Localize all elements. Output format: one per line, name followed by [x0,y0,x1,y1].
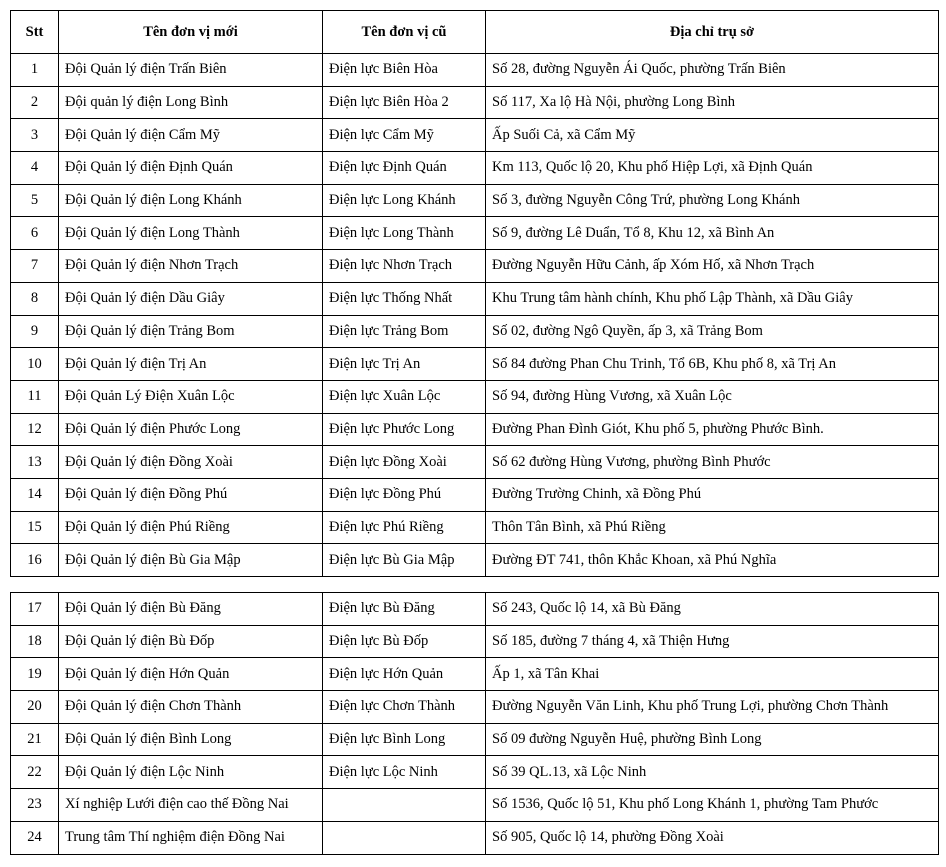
table-body-part2 [11,593,939,855]
row-address: Số 09 đường Nguyễn Huệ, phường Bình Long [486,723,939,756]
row-stt: 19 [11,658,59,691]
row-stt: 21 [11,723,59,756]
table-row [11,315,939,348]
row-old-unit: Điện lực Phú Riềng [323,511,486,544]
row-new-unit: Đội Quản lý điện Bù Đốp [59,625,323,658]
row-new-unit: Đội Quản lý điện Nhơn Trạch [59,250,323,283]
table-body-part1 [11,54,939,577]
row-old-unit: Điện lực Hớn Quản [323,658,486,691]
row-new-unit: Đội Quản lý điện Trấn Biên [59,54,323,87]
row-address: Số 185, đường 7 tháng 4, xã Thiện Hưng [486,625,939,658]
table-row [11,658,939,691]
row-old-unit: Điện lực Định Quán [323,152,486,185]
table-row [11,380,939,413]
row-new-unit: Đội Quản lý điện Trảng Bom [59,315,323,348]
row-address: Số 1536, Quốc lộ 51, Khu phố Long Khánh 1, phường Tam Phước [486,789,939,822]
row-new-unit: Đội Quản lý điện Phước Long [59,413,323,446]
header-new-unit: Tên đơn vị mới [59,11,323,54]
row-address: Ấp 1, xã Tân Khai [486,658,939,691]
row-stt: 17 [11,593,59,626]
row-new-unit: Đội Quản Lý Điện Xuân Lộc [59,380,323,413]
table-row [11,593,939,626]
row-address: Ấp Suối Cả, xã Cẩm Mỹ [486,119,939,152]
row-address: Đường ĐT 741, thôn Khắc Khoan, xã Phú Nghĩa [486,544,939,577]
row-address: Khu Trung tâm hành chính, Khu phố Lập Thành, xã Dầu Giây [486,282,939,315]
row-stt: 8 [11,282,59,315]
row-address: Số 117, Xa lộ Hà Nội, phường Long Bình [486,86,939,119]
units-table-part1 [10,10,939,577]
row-old-unit: Điện lực Lộc Ninh [323,756,486,789]
row-old-unit: Điện lực Xuân Lộc [323,380,486,413]
row-old-unit: Điện lực Nhơn Trạch [323,250,486,283]
row-old-unit: Điện lực Phước Long [323,413,486,446]
row-stt: 11 [11,380,59,413]
row-old-unit [323,789,486,822]
row-address: Đường Trường Chinh, xã Đồng Phú [486,478,939,511]
row-stt: 10 [11,348,59,381]
row-new-unit: Đội Quản lý điện Lộc Ninh [59,756,323,789]
row-old-unit: Điện lực Biên Hòa [323,54,486,87]
row-stt: 6 [11,217,59,250]
row-address: Số 39 QL.13, xã Lộc Ninh [486,756,939,789]
row-new-unit: Trung tâm Thí nghiệm điện Đồng Nai [59,821,323,854]
row-stt: 22 [11,756,59,789]
row-stt: 23 [11,789,59,822]
row-address: Số 84 đường Phan Chu Trinh, Tổ 6B, Khu phố 8, xã Trị An [486,348,939,381]
row-address: Số 02, đường Ngô Quyền, ấp 3, xã Trảng Bom [486,315,939,348]
row-address: Số 9, đường Lê Duẩn, Tổ 8, Khu 12, xã Bình An [486,217,939,250]
table-row [11,250,939,283]
row-address: Đường Nguyễn Hữu Cảnh, ấp Xóm Hố, xã Nhơn Trạch [486,250,939,283]
row-new-unit: Đội Quản lý điện Long Thành [59,217,323,250]
row-old-unit: Điện lực Long Khánh [323,184,486,217]
row-stt: 5 [11,184,59,217]
table-row [11,86,939,119]
row-stt: 3 [11,119,59,152]
row-old-unit: Điện lực Bù Đăng [323,593,486,626]
row-new-unit: Đội Quản lý điện Đồng Phú [59,478,323,511]
row-address: Km 113, Quốc lộ 20, Khu phố Hiệp Lợi, xã Định Quán [486,152,939,185]
table-row [11,544,939,577]
table-row [11,821,939,854]
row-old-unit: Điện lực Đồng Xoài [323,446,486,479]
table-row [11,119,939,152]
row-new-unit: Xí nghiệp Lưới điện cao thế Đồng Nai [59,789,323,822]
row-old-unit: Điện lực Bù Đốp [323,625,486,658]
row-stt: 7 [11,250,59,283]
row-address: Đường Phan Đình Giót, Khu phố 5, phường Phước Bình. [486,413,939,446]
row-stt: 18 [11,625,59,658]
row-old-unit: Điện lực Bù Gia Mập [323,544,486,577]
header-address: Địa chỉ trụ sở [486,11,939,54]
row-new-unit: Đội Quản lý điện Hớn Quản [59,658,323,691]
row-new-unit: Đội Quản lý điện Long Khánh [59,184,323,217]
table-row [11,348,939,381]
row-stt: 16 [11,544,59,577]
row-old-unit [323,821,486,854]
row-old-unit: Điện lực Bình Long [323,723,486,756]
row-stt: 20 [11,691,59,724]
row-new-unit: Đội Quản lý điện Phú Riềng [59,511,323,544]
table-row [11,152,939,185]
row-address: Số 28, đường Nguyễn Ái Quốc, phường Trấn Biên [486,54,939,87]
row-stt: 12 [11,413,59,446]
table-row [11,413,939,446]
table-row [11,723,939,756]
table-row [11,184,939,217]
table-row [11,54,939,87]
row-stt: 9 [11,315,59,348]
row-new-unit: Đội Quản lý điện Chơn Thành [59,691,323,724]
header-row [11,11,939,54]
row-stt: 24 [11,821,59,854]
row-new-unit: Đội Quản lý điện Đồng Xoài [59,446,323,479]
row-new-unit: Đội Quản lý điện Trị An [59,348,323,381]
units-table-part2 [10,592,939,855]
row-stt: 4 [11,152,59,185]
row-stt: 13 [11,446,59,479]
row-address: Đường Nguyễn Văn Linh, Khu phố Trung Lợi, phường Chơn Thành [486,691,939,724]
row-old-unit: Điện lực Trảng Bom [323,315,486,348]
row-address: Số 243, Quốc lộ 14, xã Bù Đăng [486,593,939,626]
table-row [11,478,939,511]
row-stt: 15 [11,511,59,544]
row-stt: 1 [11,54,59,87]
table-row [11,282,939,315]
table-row [11,446,939,479]
row-new-unit: Đội Quản lý điện Dầu Giây [59,282,323,315]
row-old-unit: Điện lực Long Thành [323,217,486,250]
row-old-unit: Điện lực Trị An [323,348,486,381]
row-address: Số 905, Quốc lộ 14, phường Đồng Xoài [486,821,939,854]
table-row [11,217,939,250]
row-address: Số 3, đường Nguyễn Công Trứ, phường Long Khánh [486,184,939,217]
row-old-unit: Điện lực Đồng Phú [323,478,486,511]
row-new-unit: Đội Quản lý điện Định Quán [59,152,323,185]
table-row [11,625,939,658]
row-old-unit: Điện lực Cẩm Mỹ [323,119,486,152]
header-stt: Stt [11,11,59,54]
table-row [11,756,939,789]
row-new-unit: Đội quản lý điện Long Bình [59,86,323,119]
header-old-unit: Tên đơn vị cũ [323,11,486,54]
row-new-unit: Đội Quản lý điện Bù Đăng [59,593,323,626]
row-address: Số 94, đường Hùng Vương, xã Xuân Lộc [486,380,939,413]
row-old-unit: Điện lực Thống Nhất [323,282,486,315]
row-stt: 14 [11,478,59,511]
row-old-unit: Điện lực Biên Hòa 2 [323,86,486,119]
row-address: Thôn Tân Bình, xã Phú Riềng [486,511,939,544]
row-old-unit: Điện lực Chơn Thành [323,691,486,724]
table-row [11,511,939,544]
table-row [11,691,939,724]
table-row [11,789,939,822]
row-new-unit: Đội Quản lý điện Cẩm Mỹ [59,119,323,152]
row-new-unit: Đội Quản lý điện Bình Long [59,723,323,756]
row-stt: 2 [11,86,59,119]
row-new-unit: Đội Quản lý điện Bù Gia Mập [59,544,323,577]
row-address: Số 62 đường Hùng Vương, phường Bình Phước [486,446,939,479]
